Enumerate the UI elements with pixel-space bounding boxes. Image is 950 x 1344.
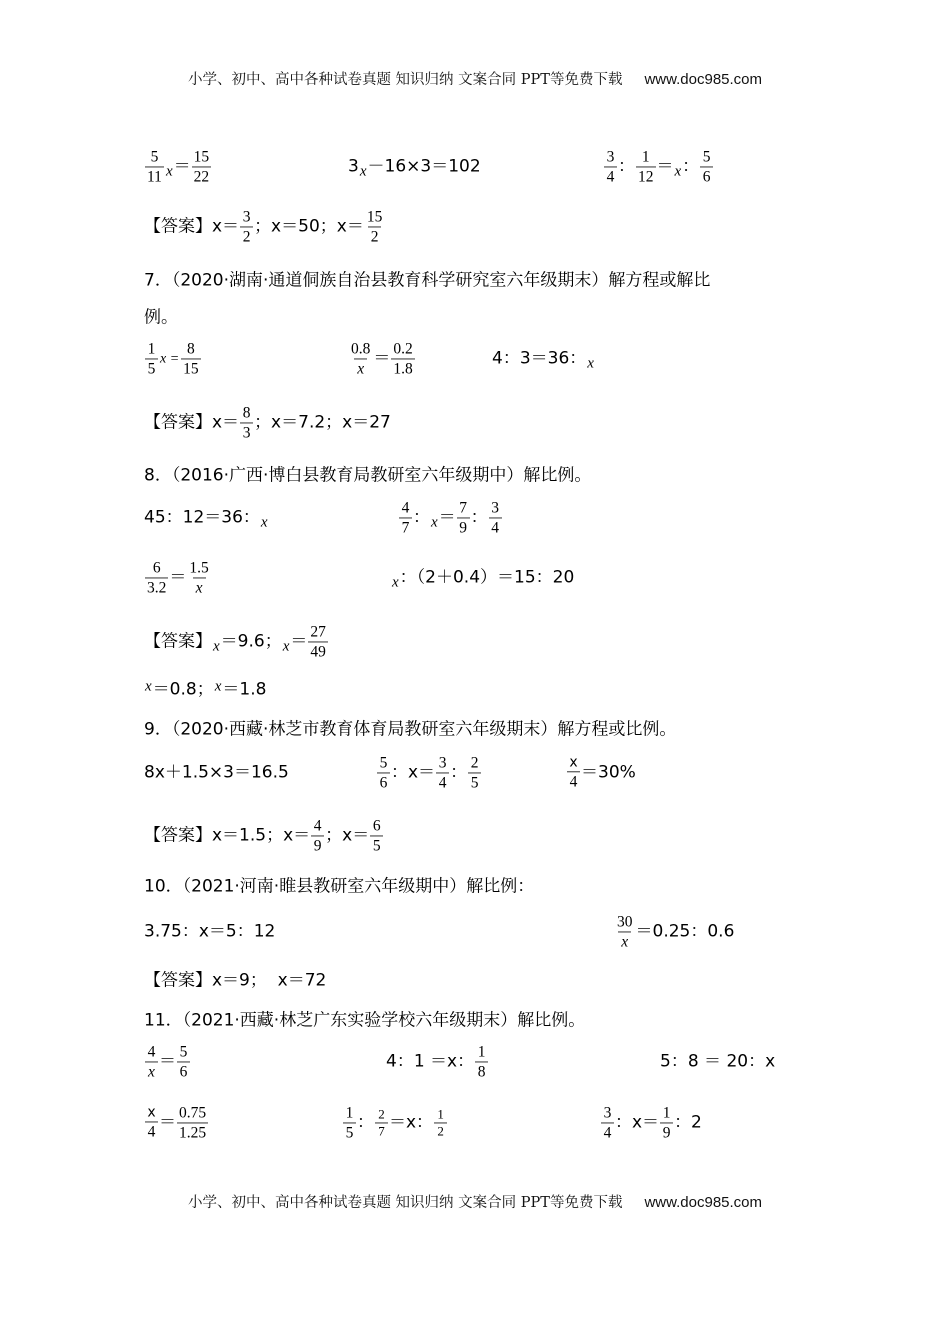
p6-eq3: 3 4 ： 1 12 ＝ x ： 5 6	[603, 148, 714, 185]
q9-eq2: 5 6 ：x＝ 3 4 ： 2 5	[376, 754, 482, 791]
p6-eq2: 3 x －16×3＝102	[348, 156, 481, 180]
q11-eq1: 4 x ＝ 5 6	[144, 1043, 191, 1080]
q8-eq3: 6 3.2 ＝ 1.5 x	[147, 559, 209, 597]
p6-eq1: 5 11 x ＝ 15 22	[147, 148, 210, 186]
q7-title-line1: 7．（2020·湖南·通道侗族自治县教育科学研究室六年级期末）解方程或解比	[144, 270, 711, 291]
q10-title: 10．（2021·河南·睢县教研室六年级期中）解比例：	[144, 876, 535, 897]
q8-eq2: 4 7 ： x ＝ 7 9 ： 3 4	[398, 499, 503, 536]
q10-eq2: 30 x ＝0.25：0.6	[617, 913, 735, 951]
q10-eq1: 3.75：x＝5：12	[144, 921, 276, 942]
q9-eq3: x 4 ＝30%	[566, 755, 636, 790]
q9-title: 9．（2020·西藏·林芝市教育体育局教研室六年级期末）解方程或比例。	[144, 719, 677, 740]
footer-text: 小学、初中、高中各种试卷真题 知识归纳 文案合同 PPT等免费下载	[187, 1195, 623, 1211]
footer-site[interactable]: www.doc985.com	[644, 1194, 763, 1211]
q7-eq2: 0.8 x ＝ 0.2 1.8	[351, 340, 413, 378]
fraction: 15 22	[193, 148, 210, 186]
q8-title: 8．（2016·广西·博白县教育局教研室六年级期中）解比例。	[144, 465, 592, 486]
fraction: 5 11	[147, 148, 162, 186]
q7-title-line2: 例。	[144, 307, 178, 328]
q8-eq4: x ：（2＋0.4）＝15：20	[392, 567, 575, 591]
page-header	[0, 68, 950, 89]
q8-eq1: 45：12＝36： x	[144, 507, 268, 531]
variable-x: x	[165, 163, 173, 180]
q11-eq6: 3 4 ：x＝ 1 9 ：2	[600, 1104, 702, 1141]
q11-eq4: x 4 ＝ 0.75 1.25	[144, 1104, 209, 1141]
header-site[interactable]: www.doc985.com	[644, 71, 763, 88]
q7-eq3: 4：3＝36： x	[492, 348, 594, 372]
page-footer	[0, 1191, 950, 1212]
q11-eq2: 4：1 ＝x： 1 8	[386, 1043, 489, 1080]
answer-label: 【答案】	[144, 216, 212, 237]
header-text: 小学、初中、高中各种试卷真题 知识归纳 文案合同 PPT等免费下载	[187, 72, 623, 88]
q11-title: 11．（2021·西藏·林芝广东实验学校六年级期末）解比例。	[144, 1010, 586, 1031]
q11-eq3: 5：8 ＝ 20：x	[660, 1051, 776, 1072]
q9-eq1: 8x＋1.5×3＝16.5	[144, 762, 289, 783]
q7-eq1: 1 5 x = $\frac{8}{15}$	[144, 340, 202, 377]
q11-eq5: 1 5 ： 2 7 ＝x： 1 2	[342, 1104, 448, 1141]
